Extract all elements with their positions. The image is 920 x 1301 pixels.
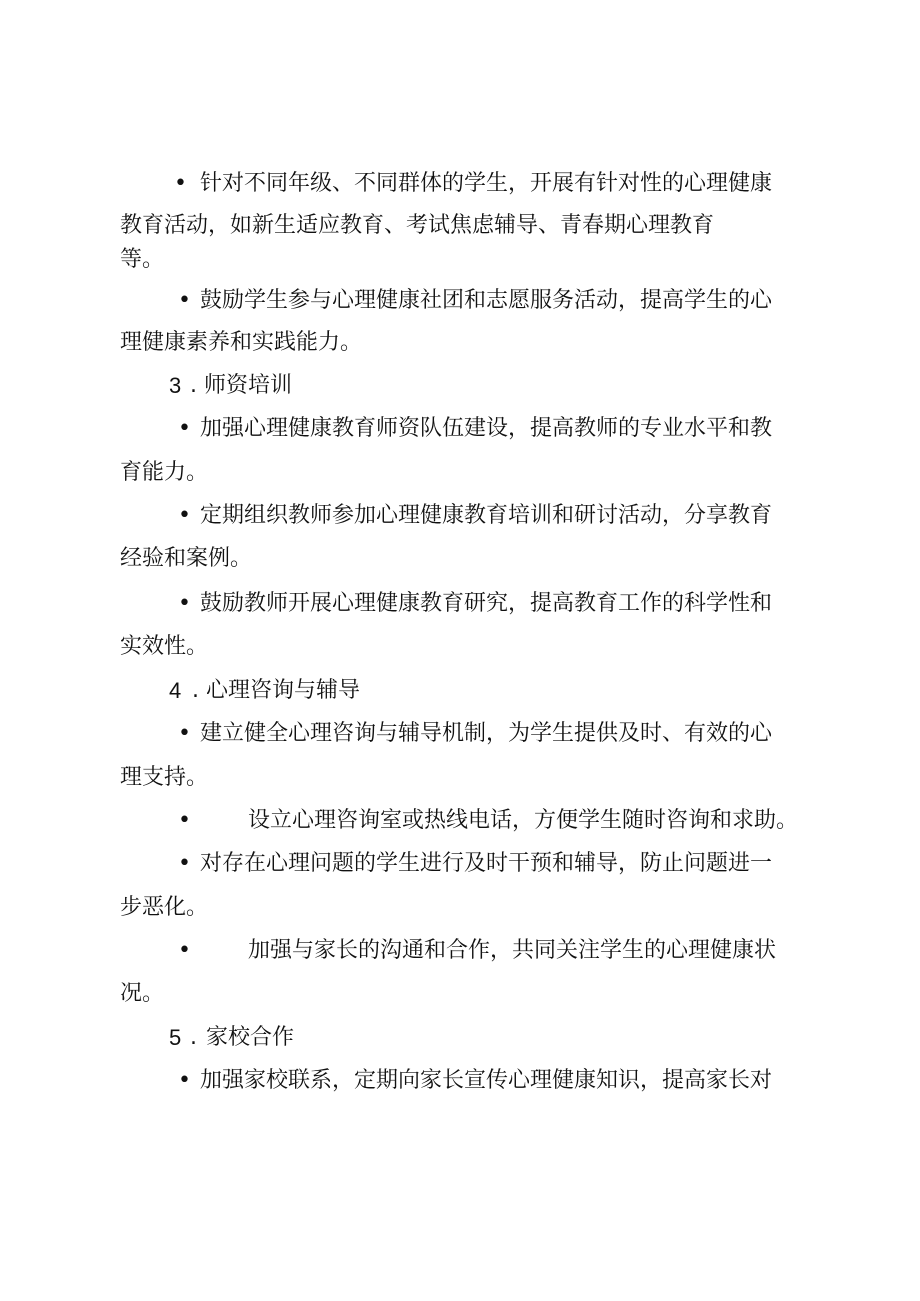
paragraph-text: 育能力。: [120, 460, 209, 485]
bullet-icon: •: [178, 851, 191, 876]
paragraph-text: 加强心理健康教育师资队伍建设，提高教师的专业水平和教: [200, 416, 773, 441]
paragraph-text: 等。: [120, 247, 165, 272]
section-dot: .: [192, 678, 199, 703]
bullet-icon: •: [178, 808, 191, 833]
section-dot: .: [190, 373, 197, 398]
bullet-icon: •: [174, 171, 187, 196]
paragraph-text: 理健康素养和实践能力。: [120, 330, 363, 355]
section-title: 师资培训: [204, 373, 293, 398]
paragraph-text: 鼓励学生参与心理健康社团和志愿服务活动，提高学生的心: [200, 288, 773, 313]
section-number: 3: [169, 373, 182, 398]
bullet-icon: •: [178, 416, 191, 441]
bullet-icon: •: [178, 1068, 191, 1093]
section-title: 心理咨询与辅导: [206, 678, 361, 703]
bullet-icon: •: [178, 503, 191, 528]
paragraph-text: 经验和案例。: [120, 546, 253, 571]
bullet-icon: •: [178, 938, 191, 963]
paragraph-text: 教育活动，如新生适应教育、考试焦虑辅导、青春期心理教育: [120, 213, 715, 238]
paragraph-text: 理支持。: [120, 765, 209, 790]
paragraph-text: 建立健全心理咨询与辅导机制，为学生提供及时、有效的心: [200, 721, 773, 746]
paragraph-text: 鼓励教师开展心理健康教育研究，提高教育工作的科学性和: [200, 591, 773, 616]
section-dot: .: [190, 1025, 197, 1050]
section-number: 4: [169, 678, 182, 703]
paragraph-text: 加强与家长的沟通和合作，共同关注学生的心理健康状: [248, 938, 777, 963]
paragraph-text: 定期组织教师参加心理健康教育培训和研讨活动，分享教育: [200, 503, 773, 528]
bullet-icon: •: [178, 721, 191, 746]
paragraph-text: 加强家校联系，定期向家长宣传心理健康知识，提高家长对: [200, 1068, 773, 1093]
paragraph-text: 针对不同年级、不同群体的学生，开展有针对性的心理健康: [200, 171, 773, 196]
paragraph-text: 步恶化。: [120, 895, 209, 920]
paragraph-text: 对存在心理问题的学生进行及时干预和辅导，防止问题进一: [200, 851, 773, 876]
section-title: 家校合作: [206, 1025, 295, 1050]
bullet-icon: •: [178, 288, 191, 313]
paragraph-text: 实效性。: [120, 634, 209, 659]
bullet-icon: •: [178, 591, 191, 616]
paragraph-text: 况。: [120, 981, 165, 1006]
section-number: 5: [169, 1025, 182, 1050]
paragraph-text: 设立心理咨询室或热线电话，方便学生随时咨询和求助。: [248, 808, 799, 833]
